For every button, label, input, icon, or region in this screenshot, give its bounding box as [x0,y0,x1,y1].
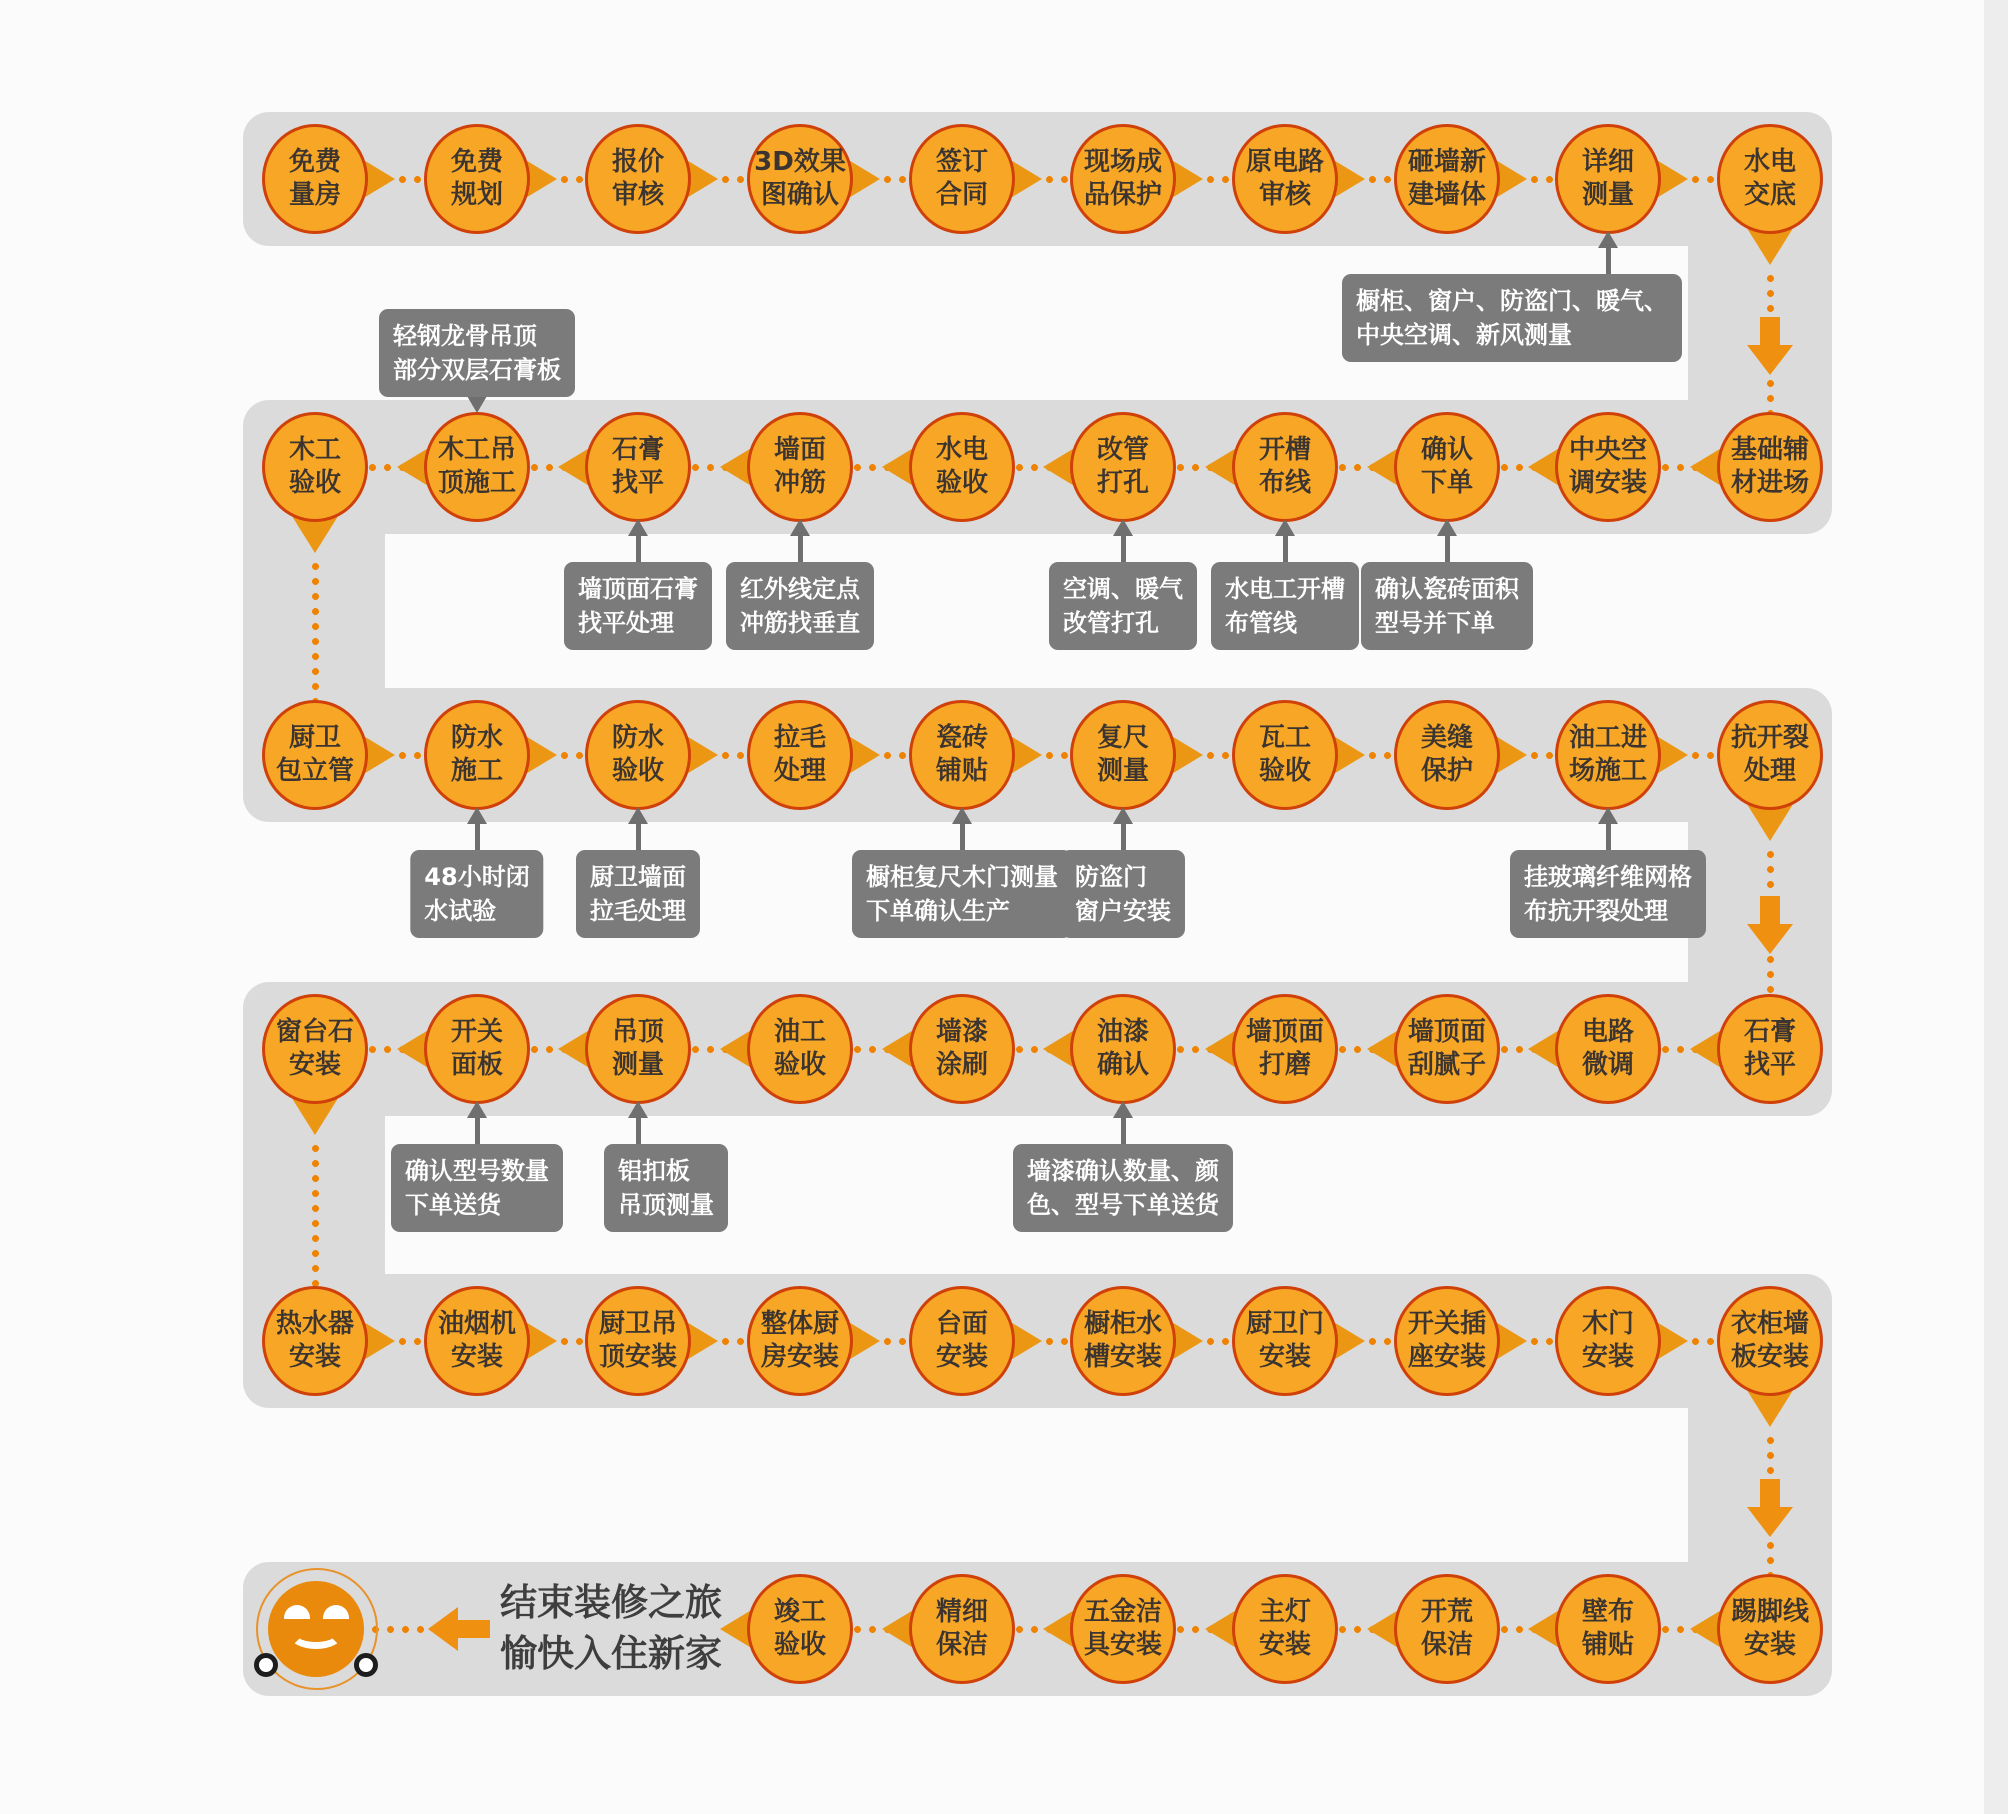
flow-node-label-line: 详细 [1581,147,1634,177]
flow-node-label-line: 开槽 [1258,435,1311,465]
flow-node-label-line: 五金洁 [1083,1597,1162,1627]
flow-node-r5-c9 [1555,1286,1661,1396]
flow-node-label-line: 找平 [611,468,664,498]
flow-node-label-line: 瓦工 [1258,723,1311,753]
flow-node-r4-c10 [1717,994,1823,1104]
note-arrow-up-icon [790,519,810,536]
flow-node-label-line: 材进场 [1730,468,1809,498]
flow-node-r4-c7 [1232,994,1338,1104]
flow-node-r5-c6 [1070,1286,1176,1396]
big-down-arrow-head [1747,924,1793,954]
flow-node-label-line: 安装 [1743,1630,1796,1660]
flow-node-r2-c2 [424,412,530,522]
note-callout-2 [379,309,575,397]
smiley-face-icon [268,1581,364,1677]
flow-node-r4-c4 [747,994,853,1104]
flow-node-label-line: 交底 [1743,180,1796,210]
finish-message-line: 愉快入住新家 [500,1632,722,1675]
flow-node-r4-c1 [262,994,368,1104]
flow-node-label-line: 布线 [1258,468,1311,498]
flow-node-label-line: 墙漆 [935,1017,988,1047]
flow-node-r6-c5 [909,1574,1015,1684]
flow-node-r2-c7 [1232,412,1338,522]
flow-node-label-line: 基础辅 [1730,435,1809,465]
flow-node-label-line: 安装 [935,1342,988,1372]
note-callout-line: 确认瓷砖面积 [1375,575,1519,603]
flow-node-r6-c6 [1070,1574,1176,1684]
flow-node-label-line: 安装 [1258,1342,1311,1372]
flow-node-label-line: 场施工 [1568,756,1647,786]
flow-node-label-line: 审核 [1258,180,1311,210]
flow-node-label-line: 铺贴 [935,756,988,786]
note-arrow-up-icon [1437,519,1457,536]
flow-node-r4-c8 [1394,994,1500,1104]
smiley-ear-left-icon [254,1653,278,1677]
note-callout-3 [564,562,712,650]
flow-node-label-line: 防水 [611,723,664,753]
flow-node-label-line: 测量 [1096,756,1149,786]
flow-node-r2-c10 [1717,412,1823,522]
flow-node-label-line: 规划 [450,180,503,210]
flow-node-label-line: 冲筋 [773,468,826,498]
smiley-eye-left-icon [284,1605,310,1619]
flow-node-r4-c6 [1070,994,1176,1104]
flow-node-r5-c1 [262,1286,368,1396]
flow-node-label-line: 报价 [611,147,664,177]
flow-node-label-line: 热水器 [275,1309,354,1339]
flow-node-r1-c10 [1717,124,1823,234]
flow-node-r2-c5 [909,412,1015,522]
note-callout-10 [852,850,1072,938]
flow-node-label-line: 验收 [773,1630,826,1660]
big-down-arrow-icon [1747,896,1793,954]
flow-node-r5-c5 [909,1286,1015,1396]
note-arrow-up-icon [467,1101,487,1118]
flow-node-label-line: 美缝 [1420,723,1473,753]
flow-node-label-line: 厨卫吊 [598,1309,677,1339]
flow-node-label-line: 量房 [288,180,341,210]
note-callout-4 [726,562,874,650]
note-callout-line: 橱柜复尺木门测量 [866,863,1058,891]
flow-node-label-line: 开关插 [1407,1309,1486,1339]
flow-node-label-line: 木工 [288,435,341,465]
flow-node-label-line: 砸墙新 [1407,147,1486,177]
flow-node-label-line: 测量 [611,1050,664,1080]
flow-node-r1-c7 [1232,124,1338,234]
flow-node-label-line: 整体厨 [760,1309,839,1339]
flow-node-r3-c2 [424,700,530,810]
flow-node-label-line: 墙顶面 [1407,1017,1486,1047]
note-callout-line: 窗户安装 [1075,897,1171,925]
flow-node-r5-c10 [1717,1286,1823,1396]
flow-node-r1-c2 [424,124,530,234]
note-callout-line: 墙漆确认数量、颜 [1027,1157,1219,1185]
note-callout-line: 布管线 [1225,609,1297,637]
note-callout-line: 色、型号下单送货 [1027,1191,1219,1219]
flow-node-label-line: 油工 [773,1017,826,1047]
note-callout-line: 下单送货 [405,1191,501,1219]
note-callout-7 [1361,562,1533,650]
flow-node-label-line: 台面 [935,1309,988,1339]
note-arrow-up-icon [1598,231,1618,248]
flow-node-r2-c3 [585,412,691,522]
flow-node-r5-c2 [424,1286,530,1396]
flow-node-label-line: 合同 [935,180,988,210]
note-arrow-up-icon [1113,807,1133,824]
flow-node-label-line: 保护 [1420,756,1473,786]
note-callout-12 [1510,850,1706,938]
flow-node-label-line: 打孔 [1096,468,1149,498]
flow-node-label-line: 找平 [1743,1050,1796,1080]
flow-node-label-line: 打磨 [1258,1050,1311,1080]
flow-node-label-line: 开关 [450,1017,503,1047]
flow-node-r4-c9 [1555,994,1661,1104]
flow-node-r6-c4 [747,1574,853,1684]
flow-node-label-line: 防水 [450,723,503,753]
note-callout-line: 挂玻璃纤维网格 [1524,863,1692,891]
note-callout-6 [1211,562,1359,650]
flow-node-label-line: 槽安装 [1083,1342,1162,1372]
flow-node-r5-c3 [585,1286,691,1396]
flow-node-label-line: 免费 [450,147,503,177]
flow-node-label-line: 衣柜墙 [1730,1309,1809,1339]
flow-node-r1-c4 [747,124,853,234]
note-callout-line: 轻钢龙骨吊顶 [393,322,537,350]
big-down-arrow-icon [1747,1479,1793,1537]
flow-node-label-line: 微调 [1581,1050,1634,1080]
flow-node-r6-c10 [1717,1574,1823,1684]
flow-node-r3-c9 [1555,700,1661,810]
note-callout-line: 改管打孔 [1063,609,1159,637]
flow-node-label-line: 橱柜水 [1083,1309,1162,1339]
note-callout-line: 橱柜、窗户、防盗门、暖气、 [1356,287,1668,315]
flow-node-label-line: 确认 [1096,1050,1149,1080]
flow-node-label-line: 免费 [288,147,341,177]
big-down-arrow-stem [1760,1479,1780,1507]
big-down-arrow-head [1747,1507,1793,1537]
note-arrow-stem [636,1117,641,1145]
note-arrow-up-icon [467,807,487,824]
big-down-arrow-stem [1760,317,1780,345]
flow-node-r2-c8 [1394,412,1500,522]
note-arrow-stem [475,823,480,851]
flow-node-label-line: 涂刷 [935,1050,988,1080]
flow-node-label-line: 原电路 [1245,147,1324,177]
flow-node-label-line: 面板 [450,1050,503,1080]
note-arrow-stem [1445,535,1450,563]
flow-node-r1-c6 [1070,124,1176,234]
note-callout-line: 布抗开裂处理 [1524,897,1668,925]
flow-node-label-line: 测量 [1581,180,1634,210]
flow-node-label-line: 处理 [773,756,826,786]
note-callout-line: 铝扣板 [618,1157,690,1185]
flow-node-r1-c9 [1555,124,1661,234]
flow-node-label-line: 改管 [1096,435,1149,465]
flow-node-label-line: 安装 [1258,1630,1311,1660]
note-arrow-up-icon [628,807,648,824]
flow-node-label-line: 油漆 [1096,1017,1149,1047]
note-arrow-stem [636,823,641,851]
flow-node-label-line: 厨卫 [288,723,341,753]
big-down-arrow-stem [1760,896,1780,924]
note-callout-line: 下单确认生产 [866,897,1010,925]
smiley-mouth-icon [289,1619,343,1649]
flow-node-label-line: 电路 [1581,1017,1634,1047]
note-callout-line: 中央空调、新风测量 [1356,321,1572,349]
flow-node-r6-c8 [1394,1574,1500,1684]
flow-node-r4-c5 [909,994,1015,1104]
flow-dots-vertical [311,1141,320,1286]
flow-node-label-line: 厨卫门 [1245,1309,1324,1339]
flow-node-label-line: 石膏 [1743,1017,1796,1047]
flow-node-r4-c3 [585,994,691,1104]
flow-node-label-line: 座安装 [1407,1342,1486,1372]
note-callout-1 [1342,274,1682,362]
flow-node-label-line: 房安装 [760,1342,839,1372]
flow-dots-vertical [311,559,320,700]
flow-node-label-line: 现场成 [1083,147,1162,177]
flow-node-label-line: 顶施工 [437,468,516,498]
note-callout-line: 部分双层石膏板 [393,356,561,384]
flow-node-label-line: 吊顶 [611,1017,664,1047]
flow-node-r2-c4 [747,412,853,522]
flow-node-label-line: 验收 [935,468,988,498]
flow-node-label-line: 拉毛 [773,723,826,753]
note-callout-line: 红外线定点 [740,575,860,603]
flow-node-label-line: 中央空 [1568,435,1647,465]
flow-node-label-line: 品保护 [1083,180,1162,210]
note-callout-line: 型号并下单 [1375,609,1495,637]
note-arrow-stem [1121,823,1126,851]
note-callout-line: 厨卫墙面 [590,863,686,891]
note-arrow-up-icon [628,1101,648,1118]
flow-node-label-line: 施工 [450,756,503,786]
note-callout-13 [391,1144,563,1232]
flow-node-r2-c6 [1070,412,1176,522]
note-callout-11 [1061,850,1185,938]
flow-node-label-line: 油烟机 [437,1309,516,1339]
note-arrow-stem [1121,535,1126,563]
flow-node-label-line: 木工吊 [437,435,516,465]
note-arrow-stem [1606,247,1611,275]
flow-node-label-line: 石膏 [611,435,664,465]
flow-node-label-line: 竣工 [773,1597,826,1627]
note-arrow-up-icon [1113,1101,1133,1118]
note-callout-5 [1049,562,1197,650]
flow-node-label-line: 安装 [450,1342,503,1372]
note-callout-line: 拉毛处理 [590,897,686,925]
flow-node-label-line: 包立管 [275,756,354,786]
note-callout-9 [576,850,700,938]
note-callout-line: 空调、暖气 [1063,575,1183,603]
finish-arrow-stem-icon [458,1620,490,1638]
flow-node-r3-c8 [1394,700,1500,810]
flow-node-label-line: 精细 [935,1597,988,1627]
big-down-arrow-icon [1747,317,1793,375]
flow-node-label-line: 确认 [1420,435,1473,465]
note-arrow-up-icon [1113,519,1133,536]
note-arrow-stem [475,1117,480,1145]
flow-node-r1-c1 [262,124,368,234]
note-arrow-up-icon [628,519,648,536]
flow-node-label-line: 油工进 [1568,723,1647,753]
flow-node-r1-c5 [909,124,1015,234]
note-arrow-stem [1121,1117,1126,1145]
finish-message-line: 结束装修之旅 [500,1581,722,1624]
flow-node-label-line: 调安装 [1568,468,1647,498]
note-arrow-up-icon [1275,519,1295,536]
note-callout-line: 水电工开槽 [1225,575,1345,603]
note-callout-line: 防盗门 [1075,863,1147,891]
flow-node-label-line: 验收 [773,1050,826,1080]
flow-node-r3-c7 [1232,700,1338,810]
note-arrow-down-icon [467,396,487,413]
flow-node-r3-c5 [909,700,1015,810]
flow-node-r5-c7 [1232,1286,1338,1396]
flow-node-label-line: 板安装 [1730,1342,1809,1372]
flow-node-label-line: 图确认 [760,180,839,210]
note-callout-line: 吊顶测量 [618,1191,714,1219]
flow-node-r3-c6 [1070,700,1176,810]
flow-node-label-line: 具安装 [1083,1630,1162,1660]
flow-node-r3-c10 [1717,700,1823,810]
flow-node-label-line: 木门 [1581,1309,1634,1339]
note-callout-8 [410,850,543,938]
flow-node-label-line: 签订 [935,147,988,177]
flow-node-r1-c3 [585,124,691,234]
flow-node-label-line: 验收 [611,756,664,786]
flow-node-r2-c9 [1555,412,1661,522]
note-arrow-stem [1283,535,1288,563]
note-arrow-stem [636,535,641,563]
flow-node-r5-c4 [747,1286,853,1396]
flow-node-label-line: 墙顶面 [1245,1017,1324,1047]
note-callout-14 [604,1144,728,1232]
flow-node-label-line: 水电 [935,435,988,465]
note-arrow-up-icon [1598,807,1618,824]
flow-node-r3-c1 [262,700,368,810]
flow-node-label-line: 顶安装 [598,1342,677,1372]
note-callout-line: 水试验 [424,897,497,925]
flow-node-label-line: 刮腻子 [1407,1050,1486,1080]
flow-node-label-line: 安装 [288,1050,341,1080]
flow-node-label-line: 铺贴 [1581,1630,1634,1660]
finish-message [500,1577,722,1679]
flow-node-label-line: 踢脚线 [1730,1597,1809,1627]
flow-node-label-line: 窗台石 [275,1017,354,1047]
smiley-ear-right-icon [354,1653,378,1677]
big-down-arrow-head [1747,345,1793,375]
flow-node-label-line: 验收 [1258,756,1311,786]
flow-node-label-line: 安装 [288,1342,341,1372]
flow-node-label-line: 壁布 [1581,1597,1634,1627]
flow-node-label-line: 保洁 [935,1630,988,1660]
note-callout-line: 冲筋找垂直 [740,609,860,637]
note-arrow-stem [960,823,965,851]
flow-node-r6-c7 [1232,1574,1338,1684]
flow-node-label-line: 瓷砖 [935,723,988,753]
flow-node-label-line: 开荒 [1420,1597,1473,1627]
flow-node-r4-c2 [424,994,530,1104]
flow-node-label-line: 抗开裂 [1730,723,1809,753]
note-callout-line: 墙顶面石膏 [578,575,698,603]
flow-node-r5-c8 [1394,1286,1500,1396]
flow-node-label-line: 保洁 [1420,1630,1473,1660]
note-callout-line: 找平处理 [578,609,674,637]
flow-node-r1-c8 [1394,124,1500,234]
flow-node-label-line: 处理 [1743,756,1796,786]
note-callout-line: 48小时闭 [424,863,530,891]
flow-node-r3-c3 [585,700,691,810]
flow-node-label-line: 审核 [611,180,664,210]
flow-node-r2-c1 [262,412,368,522]
note-callout-15 [1013,1144,1233,1232]
flow-node-label-line: 建墙体 [1407,180,1486,210]
flow-node-r6-c9 [1555,1574,1661,1684]
flow-node-label-line: 3D效果 [754,147,846,177]
flow-node-label-line: 墙面 [773,435,826,465]
smiley-eye-right-icon [323,1605,349,1619]
note-arrow-up-icon [952,807,972,824]
flow-node-label-line: 复尺 [1096,723,1149,753]
flow-node-r3-c4 [747,700,853,810]
finish-arrow-head-icon [428,1607,458,1651]
flow-node-label-line: 下单 [1420,468,1473,498]
flow-node-label-line: 验收 [288,468,341,498]
note-callout-line: 确认型号数量 [405,1157,549,1185]
flow-node-label-line: 主灯 [1258,1597,1311,1627]
note-arrow-stem [1606,823,1611,851]
flow-node-label-line: 安装 [1581,1342,1634,1372]
page-right-edge [1984,0,2008,1814]
flow-node-label-line: 水电 [1743,147,1796,177]
note-arrow-stem [798,535,803,563]
